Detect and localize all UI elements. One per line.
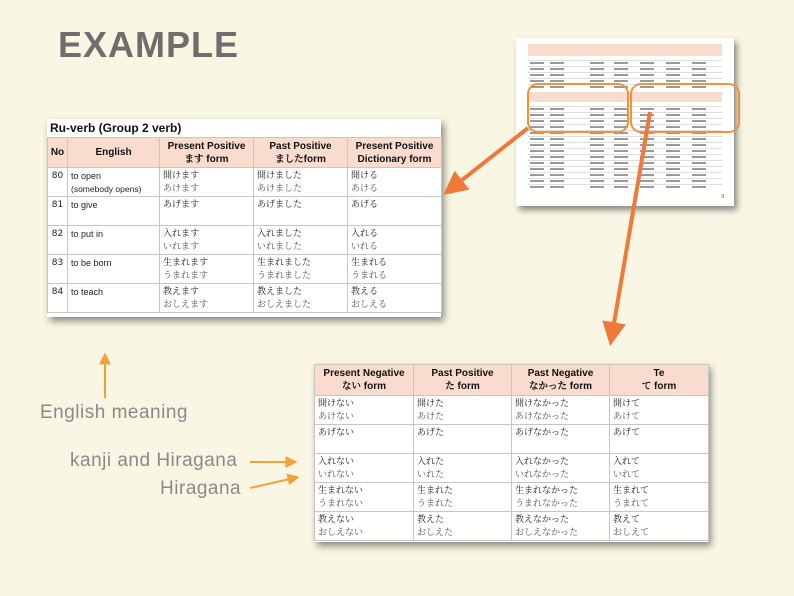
past-positive-cell-text: あげた — [417, 428, 445, 438]
te-form-cell-reading: あけて — [613, 412, 641, 422]
past-negative-cell-reading: あけなかった — [515, 412, 570, 422]
past-positive-cell-text: 生まれた — [417, 486, 454, 496]
past-cell-text: 入れました — [257, 229, 303, 239]
present-cell-reading: あけます — [163, 184, 200, 194]
present-negative-cell-text: 入れない — [318, 457, 355, 467]
past-positive-cell-reading: あけた — [417, 412, 445, 422]
past-positive-cell-reading: いれた — [417, 470, 445, 480]
te-form-cell-reading: いれて — [613, 470, 641, 480]
present-negative-cell-reading: おしえない — [318, 528, 364, 538]
row-number-text: 84 — [51, 287, 64, 297]
te-form-cell-text: 開けて — [613, 399, 641, 409]
header-past-positive: Past Positive ましたform — [254, 138, 348, 168]
header-english: English — [68, 138, 160, 168]
past-positive-cell-text: 教えた — [417, 515, 445, 525]
present-negative-cell-reading: うまれない — [318, 499, 364, 509]
past-positive-cell-reading: うまれた — [417, 499, 454, 509]
dictionary-cell-text: 生まれる — [351, 258, 388, 268]
arrow-to-left-table-icon — [452, 128, 528, 188]
present-cell-text: 教えます — [163, 287, 200, 297]
past-cell-text: 教えました — [257, 287, 303, 297]
present-negative-cell-text: あげない — [318, 428, 355, 438]
present-negative-cell-reading: いれない — [318, 470, 355, 480]
past-negative-cell-text: 生まれなかった — [515, 486, 579, 496]
past-cell-reading: いれました — [257, 242, 303, 252]
te-form-cell-reading: うまれて — [613, 499, 650, 509]
header-past-positive-ta: Past Positive た form — [414, 365, 512, 396]
te-form-cell-text: 生まれて — [613, 486, 650, 496]
header-present-positive: Present Positive ます form — [160, 138, 254, 168]
arrow-to-right-table-icon — [612, 112, 650, 335]
past-positive-cell-text: 入れた — [417, 457, 445, 467]
present-cell-reading: いれます — [163, 242, 200, 252]
header-te-form: Te て form — [610, 365, 709, 396]
label-hiragana: Hiragana — [160, 478, 242, 499]
present-cell-text: 生まれます — [163, 258, 209, 268]
past-cell-reading: おしえました — [257, 300, 312, 310]
dictionary-cell-text: 教える — [351, 287, 379, 297]
past-cell-text: あげました — [257, 200, 303, 210]
table-title: Ru-verb (Group 2 verb) — [50, 121, 182, 135]
header-dictionary-form: Present Positive Dictionary form — [348, 138, 442, 168]
present-cell-text: 開けます — [163, 171, 200, 181]
english-cell-reading: (somebody opens) — [71, 184, 142, 194]
row-number-text: 82 — [51, 229, 64, 239]
row-number-text: 83 — [51, 258, 64, 268]
past-cell-reading: あけました — [257, 184, 303, 194]
arrow-hiragana-icon — [250, 478, 294, 488]
english-cell-text: to give — [71, 200, 98, 210]
present-negative-cell-text: 生まれない — [318, 486, 364, 496]
past-cell-text: 生まれました — [257, 258, 312, 268]
label-kanji-and-hiragana: kanji and Hiragana — [70, 450, 238, 471]
header-no: No — [48, 138, 68, 168]
present-cell-reading: うまれます — [163, 271, 209, 281]
past-negative-cell-text: 開けなかった — [515, 399, 570, 409]
past-positive-cell-reading: おしえた — [417, 528, 454, 538]
dictionary-cell-text: 入れる — [351, 229, 379, 239]
te-form-cell-text: あげて — [613, 428, 641, 438]
present-cell-reading: おしえます — [163, 300, 209, 310]
header-present-negative: Present Negative ない form — [315, 365, 414, 396]
dictionary-cell-reading: おしえる — [351, 300, 388, 310]
dictionary-cell-reading: あける — [351, 184, 379, 194]
english-cell-text: to be born — [71, 258, 112, 268]
present-negative-cell-text: 教えない — [318, 515, 355, 525]
past-positive-cell-text: 開けた — [417, 399, 445, 409]
english-cell-text: to open — [71, 171, 102, 181]
dictionary-cell-reading: いれる — [351, 242, 379, 252]
te-form-cell-reading: おしえて — [613, 528, 650, 538]
english-cell-text: to teach — [71, 287, 104, 297]
past-negative-cell-text: あげなかった — [515, 428, 570, 438]
row-number-text: 80 — [51, 171, 64, 181]
te-form-cell-text: 教えて — [613, 515, 641, 525]
te-form-cell-text: 入れて — [613, 457, 641, 467]
past-negative-cell-reading: いれなかった — [515, 470, 570, 480]
past-negative-cell-reading: おしえなかった — [515, 528, 579, 538]
header-past-negative: Past Negative なかった form — [512, 365, 610, 396]
dictionary-cell-text: あげる — [351, 200, 379, 210]
past-cell-reading: うまれました — [257, 271, 312, 281]
row-number-text: 81 — [51, 200, 64, 210]
dictionary-cell-reading: うまれる — [351, 271, 388, 281]
present-negative-cell-reading: あけない — [318, 412, 355, 422]
english-cell-text: to put in — [71, 229, 104, 239]
past-negative-cell-text: 入れなかった — [515, 457, 570, 467]
present-cell-text: あげます — [163, 200, 200, 210]
thumbnail-page-number: 9 — [721, 194, 724, 200]
dictionary-cell-text: 開ける — [351, 171, 379, 181]
label-english-meaning: English meaning — [40, 402, 188, 423]
past-negative-cell-text: 教えなかった — [515, 515, 570, 525]
past-cell-text: 開けました — [257, 171, 303, 181]
past-negative-cell-reading: うまれなかった — [515, 499, 579, 509]
present-negative-cell-text: 開けない — [318, 399, 355, 409]
present-cell-text: 入れます — [163, 229, 200, 239]
page-title: EXAMPLE — [58, 24, 240, 65]
